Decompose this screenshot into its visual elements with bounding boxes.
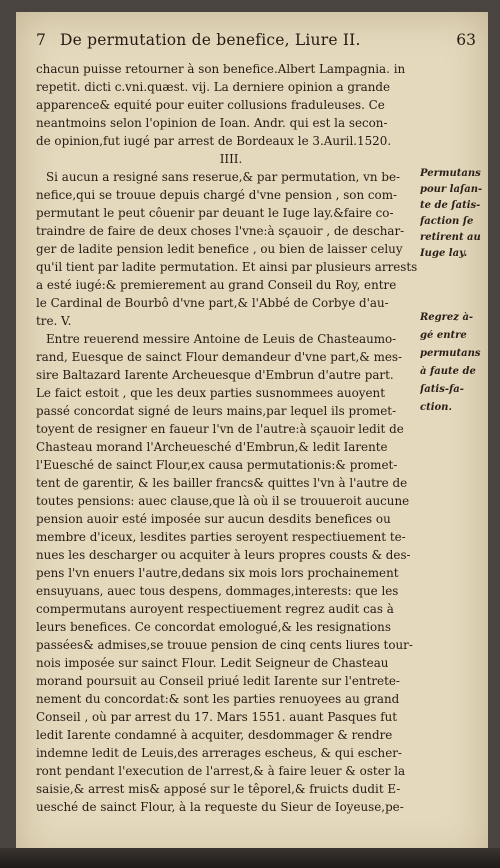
text-line: chacun puisse retourner à son benefice.Albert Lampagnia. in — [36, 62, 406, 76]
text-line: le Cardinal de Bourbô d'vne part,& l'Abbé de Corbye d'au- — [36, 296, 389, 310]
text-line: l'Euesché de sainct Flour,ex causa permutationis:& promet- — [36, 458, 398, 472]
text-line: passé concordat signé de leurs mains,par lequel ils promet- — [36, 404, 397, 418]
text-line: traindre de faire de deux choses l'vne:à sçauoir , de deschar- — [36, 224, 405, 238]
text-line: saisie,& arrest mis& apposé sur le têporel,& fruicts dudit E- — [36, 782, 401, 796]
text-line: nues les descharger ou acquiter à leurs propres cousts & des- — [36, 548, 411, 562]
text-line: nefice,qui se trouue depuis chargé d'vne pension , son com- — [36, 188, 397, 202]
margin-note: te de ſatis- — [420, 200, 481, 211]
text-line: compermutans auroyent respectiuement regrez audit cas à — [36, 602, 394, 616]
text-line: sire Baltazard Iarente Archeuesque d'Embrun d'autre part. — [36, 368, 394, 382]
text-line: ront pendant l'execution de l'arrest,& à faire leuer & oster la — [36, 764, 406, 778]
text-line: membre d'iceux, lesdites parties seroyent respectiuement te- — [36, 530, 406, 544]
text-line: Si aucun a resigné sans reserue,& par permutation, vn be- — [46, 170, 401, 184]
text-line: pens l'vn enuers l'autre,dedans six mois lors prochainement — [36, 566, 399, 580]
text-line: toyent de resigner en faueur l'vn de l'autre:à sçauoir ledit de — [36, 422, 404, 436]
text-line: neantmoins selon l'opinion de Ioan. Andr. qui est la secon- — [36, 116, 388, 130]
text-line: leurs benefices. Ce concordat emologué,& les resignations — [36, 620, 391, 634]
text-line: nement du concordat:& sont les parties renuoyees au grand — [36, 692, 400, 706]
text-line: pension auoir esté imposée sur aucun desdits benefices ou — [36, 512, 391, 526]
margin-note: Permutans — [420, 168, 481, 179]
margin-note: pour laſan- — [420, 184, 483, 195]
text-line: de opinion,fut iugé par arrest de Bordeaux le 3.Auril.1520. — [36, 134, 392, 148]
text-line: passées& admises,se trouue pension de cinq cents liures tour- — [36, 638, 413, 652]
folio-number: 63 — [456, 31, 476, 49]
section-number: IIII. — [219, 152, 243, 166]
text-line: Chasteau morand l'Archeuesché d'Embrun,& ledit Iarente — [36, 440, 388, 454]
margin-note: ſatis-fa- — [420, 384, 464, 395]
text-line: ledit Iarente condamné à acquiter, desdommager & rendre — [36, 728, 393, 742]
book-page — [16, 12, 488, 862]
text-line: qu'il tient par ladite permutation. Et ainsi par plusieurs arrests — [36, 260, 418, 274]
text-line: tent de garentir, & les bailler francs& quittes l'vn à l'autre de — [36, 476, 408, 490]
text-line: uesché de sainct Flour, à la requeste du Sieur de Ioyeuse,pe- — [36, 800, 404, 814]
text-line: a esté iugé:& premierement au grand Conseil du Roy, entre — [36, 278, 397, 292]
text-line: indemne ledit de Leuis,des arrerages escheus, & qui escher- — [36, 746, 402, 760]
scan-bottom-edge — [0, 848, 500, 868]
page-number: 7 — [36, 31, 46, 49]
text-line: ensuyuans, auec tous despens, dommages,interests: que les — [36, 584, 399, 598]
text-line: tre. V. — [36, 314, 72, 328]
running-title: De permutation de benefice, Liure II. — [60, 31, 361, 49]
text-line: permutant le peut côuenir par deuant le Iuge lay.&faire co- — [36, 206, 394, 220]
margin-note: permutans — [420, 348, 481, 359]
text-line: morand poursuit au Conseil priué ledit Iarente sur l'entrete- — [36, 674, 400, 688]
text-line: Entre reuerend messire Antoine de Leuis de Chasteaumo- — [46, 332, 397, 346]
margin-note: Iuge lay. — [420, 248, 468, 259]
text-line: apparence& equité pour euiter collusions fraduleuses. Ce — [36, 98, 385, 112]
text-line: Le faict estoit , que les deux parties susnommees auoyent — [36, 386, 385, 400]
text-line: toutes pensions: auec clause,que là où il se trouueroit aucune — [36, 494, 410, 508]
margin-note: gé entre — [420, 330, 467, 341]
text-line: ger de ladite pension ledit benefice , ou bien de laisser celuy — [36, 242, 403, 256]
text-line: nois imposée sur sainct Flour. Ledit Seigneur de Chasteau — [36, 656, 389, 670]
margin-note: faction ſe — [420, 216, 474, 227]
margin-note: ction. — [420, 402, 452, 413]
margin-note: à faute de — [420, 366, 476, 377]
text-line: Conseil , où par arrest du 17. Mars 1551. auant Pasques fut — [36, 710, 398, 724]
margin-note: Regrez à- — [420, 312, 474, 323]
text-line: rand, Euesque de sainct Flour demandeur d'vne part,& mes- — [36, 350, 403, 364]
margin-note: retirent au — [420, 232, 481, 243]
running-header — [36, 30, 476, 50]
text-line: repetit. dicti c.vni.quæst. vij. La derniere opinion a grande — [36, 80, 391, 94]
